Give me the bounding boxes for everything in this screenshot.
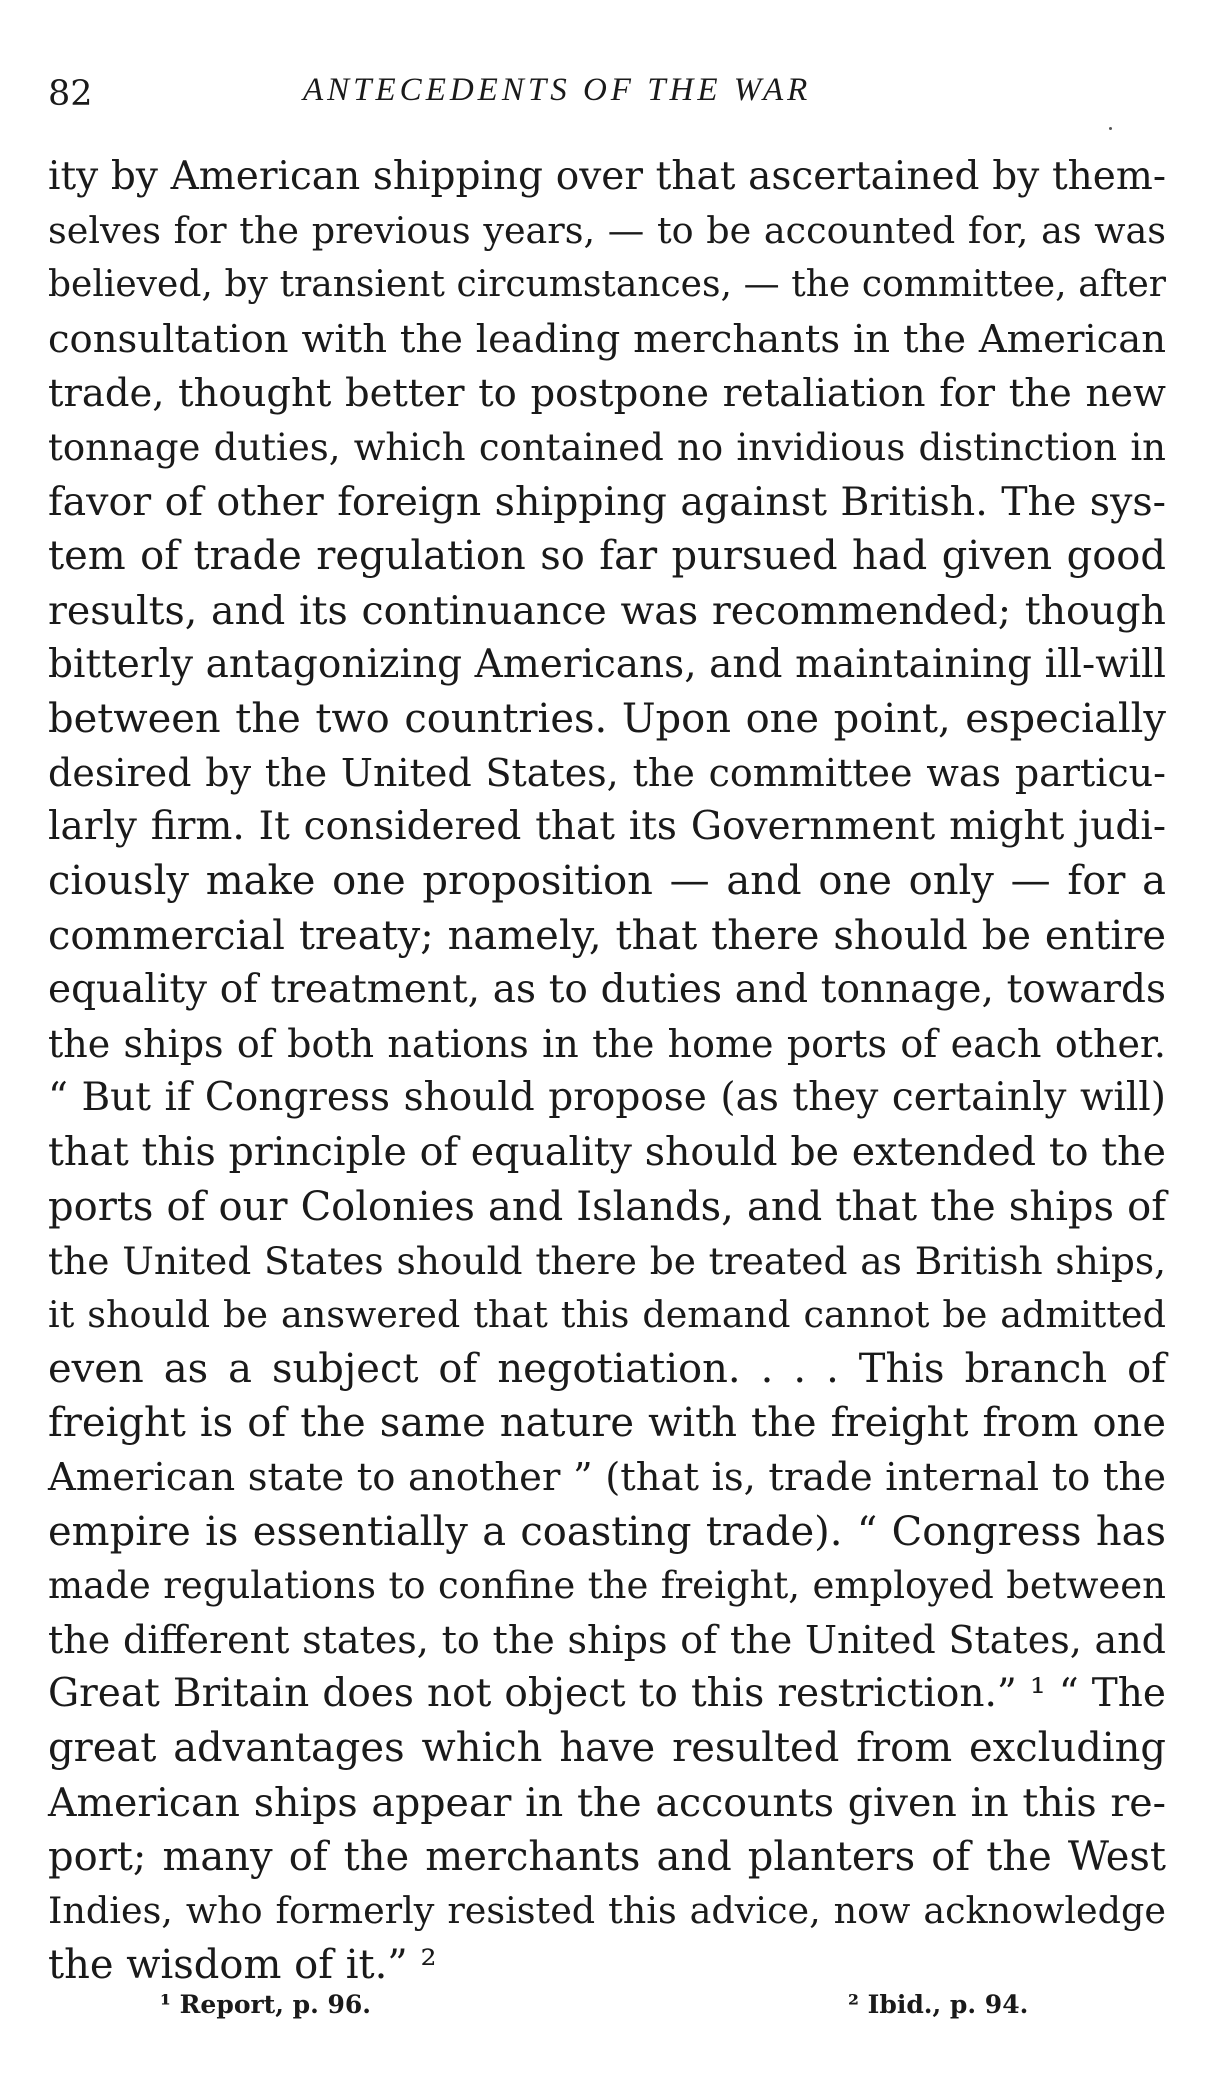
text-line: freight is of the same nature with the freight from one bbox=[48, 1400, 1166, 1447]
text-line: consultation with the leading merchants in the American bbox=[48, 316, 1166, 362]
page-number: 82 bbox=[48, 74, 93, 114]
text-line: the different states, to the ships of the United States, and bbox=[48, 1618, 1166, 1663]
text-line: Indies, who formerly resisted this advice, now acknowledge bbox=[48, 1889, 1166, 1932]
body-text bbox=[48, 150, 1166, 1992]
page-header bbox=[48, 62, 1168, 112]
text-line: empire is essentially a coasting trade). “ Congress has bbox=[48, 1508, 1166, 1555]
text-line: “ But if Congress should propose (as they certainly will) bbox=[48, 1075, 1166, 1121]
text-line: ciously make one proposition — and one only — for a bbox=[48, 858, 1166, 905]
speck-mark bbox=[1109, 127, 1112, 130]
footnote-1: ¹ Report, p. 96. bbox=[160, 1990, 371, 2019]
text-line: American state to another ” (that is, trade internal to the bbox=[48, 1454, 1166, 1500]
text-line: that this principle of equality should be extended to the bbox=[48, 1129, 1166, 1176]
text-line: ports of our Colonies and Islands, and that the ships of bbox=[48, 1183, 1166, 1230]
text-line: the United States should there be treated as British ships, bbox=[48, 1238, 1166, 1283]
text-line: American ships appear in the accounts given in this re- bbox=[48, 1779, 1166, 1826]
text-line: made regulations to confine the freight, employed between bbox=[48, 1563, 1166, 1607]
text-line: it should be answered that this demand cannot be admitted bbox=[48, 1292, 1166, 1336]
text-line: results, and its continuance was recommended; though bbox=[48, 587, 1166, 634]
text-line: believed, by transient circumstances, — the committee, after bbox=[48, 264, 1166, 306]
text-line: equality of treatment, as to duties and tonnage, towards bbox=[48, 966, 1166, 1012]
running-head: ANTECEDENTS OF THE WAR bbox=[303, 72, 812, 108]
text-line: bitterly antagonizing Americans, and maintaining ill-will bbox=[48, 641, 1166, 687]
text-line: favor of other foreign shipping against British. The sys- bbox=[48, 479, 1166, 526]
text-line: port; many of the merchants and planters of the West bbox=[48, 1833, 1166, 1880]
footnote-2: ² Ibid., p. 94. bbox=[848, 1990, 1029, 2019]
text-line: commercial treaty; namely, that there should be entire bbox=[48, 912, 1166, 959]
text-line: between the two countries. Upon one point, especially bbox=[48, 695, 1166, 742]
text-line: great advantages which have resulted from excluding bbox=[48, 1725, 1166, 1772]
text-line: tonnage duties, which contained no invidious distinction in bbox=[48, 425, 1166, 469]
text-line: trade, thought better to postpone retaliation for the new bbox=[48, 370, 1166, 416]
text-line: even as a subject of negotiation. . . . This branch of bbox=[48, 1346, 1166, 1393]
footnotes bbox=[0, 1990, 1226, 2030]
text-line: desired by the United States, the committee was particu- bbox=[48, 751, 1166, 796]
text-line: selves for the previous years, — to be accounted for, as was bbox=[48, 209, 1166, 253]
text-line: the ships of both nations in the home ports of each other. bbox=[48, 1022, 1166, 1066]
text-line: the wisdom of it.” ² bbox=[48, 1942, 437, 1989]
text-line: ity by American shipping over that ascertained by them- bbox=[48, 154, 1166, 199]
text-line: tem of trade regulation so far pursued had given good bbox=[48, 533, 1166, 580]
text-line: Great Britain does not object to this restriction.” ¹ “ The bbox=[48, 1671, 1166, 1717]
text-line: larly firm. It considered that its Government might judi- bbox=[48, 804, 1166, 850]
